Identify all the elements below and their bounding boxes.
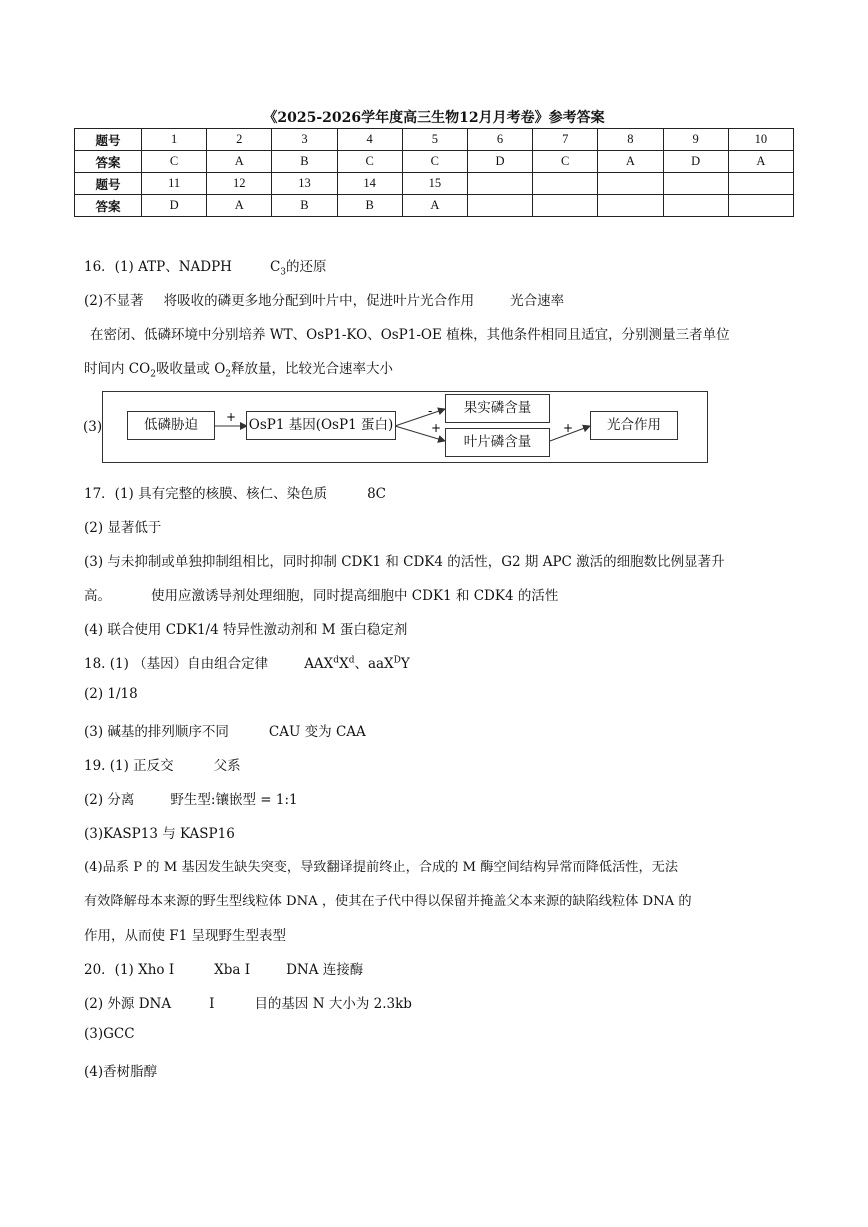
q20-line2 bbox=[84, 992, 412, 1012]
table-cell: 1 bbox=[142, 129, 207, 151]
gt-sup-3: D bbox=[393, 655, 401, 666]
box-osp1-gene: OsP1 基因(OsP1 蛋白) bbox=[246, 411, 396, 440]
page-title: 《2025-2026学年度高三生物12月月考卷》参考答案 bbox=[263, 110, 605, 126]
sign-2: - bbox=[428, 404, 433, 418]
q16-part2-a: (2)不显著 bbox=[84, 293, 144, 309]
q20-line4: (4)香树脂醇 bbox=[84, 1064, 158, 1080]
table-cell: 13 bbox=[272, 173, 337, 195]
q19-line3: (3)KASP13 与 KASP16 bbox=[84, 826, 235, 842]
q20-part1-b: Xba I bbox=[214, 962, 251, 978]
box-fruit-phosphorus: 果实磷含量 bbox=[445, 394, 550, 423]
co2-subscript: 2 bbox=[150, 369, 156, 380]
q20-part2-b: I bbox=[209, 996, 215, 1012]
q17-line5: (4) 联合使用 CDK1/4 特异性激动剂和 M 蛋白稳定剂 bbox=[84, 622, 408, 638]
co2-text: 时间内 CO bbox=[84, 361, 151, 377]
table-cell bbox=[533, 195, 598, 217]
table-cell: A bbox=[598, 151, 663, 173]
q17-line4 bbox=[84, 584, 558, 604]
table-cell: 7 bbox=[533, 129, 598, 151]
question-row-2 bbox=[75, 173, 794, 195]
table-cell: A bbox=[207, 195, 272, 217]
row-header: 答案 bbox=[75, 151, 142, 173]
gt-3: 、aaX bbox=[354, 656, 394, 672]
table-cell: C bbox=[142, 151, 207, 173]
table-cell bbox=[598, 195, 663, 217]
answer-table bbox=[74, 128, 794, 217]
table-cell: 4 bbox=[337, 129, 402, 151]
table-cell: D bbox=[467, 151, 532, 173]
table-cell: C bbox=[533, 151, 598, 173]
table-cell: 10 bbox=[728, 129, 793, 151]
table-cell bbox=[467, 173, 532, 195]
q17-part1-a: 17．(1) 具有完整的核膜、核仁、染色质 bbox=[84, 486, 328, 502]
q20-line1 bbox=[84, 958, 363, 978]
q18-part1-a: 18. (1) （基因）自由组合定律 bbox=[84, 656, 269, 672]
gt-1: AAX bbox=[304, 656, 334, 672]
table-cell: C bbox=[337, 151, 402, 173]
table-cell: A bbox=[207, 151, 272, 173]
q17-line3: (3) 与未抑制或单独抑制组相比，同时抑制 CDK1 和 CDK4 的活性，G2 期 APC 激活的细胞数比例显著升 bbox=[84, 554, 725, 570]
table-cell bbox=[533, 173, 598, 195]
q16-part2-b: 将吸收的磷更多地分配到叶片中，促进叶片光合作用 bbox=[163, 293, 475, 309]
q19-part1-b: 父系 bbox=[213, 758, 241, 774]
table-cell: 12 bbox=[207, 173, 272, 195]
table-cell: D bbox=[663, 151, 728, 173]
table-cell: B bbox=[337, 195, 402, 217]
q16-line3: 在密闭、低磷环境中分别培养 WT、OsP1-KO、OsP1-OE 植株，其他条件相同且适宜，分别测量三者单位 bbox=[90, 327, 730, 343]
table-cell: B bbox=[272, 195, 337, 217]
q18-genotypes bbox=[304, 656, 410, 672]
box-photosynthesis: 光合作用 bbox=[590, 411, 678, 440]
q20-part1-c: DNA 连接酶 bbox=[286, 962, 364, 978]
table-cell bbox=[728, 173, 793, 195]
table-cell: 6 bbox=[467, 129, 532, 151]
gt-sup-1: d bbox=[333, 655, 340, 666]
table-cell: 3 bbox=[272, 129, 337, 151]
q16-part3-label: (3) bbox=[83, 419, 103, 435]
q18-line2: (2) 1/18 bbox=[84, 686, 138, 702]
q19-part1-a: 19. (1) 正反交 bbox=[84, 758, 174, 774]
q20-part2-c: 目的基因 N 大小为 2.3kb bbox=[254, 996, 412, 1012]
q19-line5: 有效降解母本来源的野生型线粒体 DNA ，使其在子代中得以保留并掩盖父本来源的缺陷线粒体 DNA 的 bbox=[84, 894, 692, 909]
q20-line3: (3)GCC bbox=[84, 1026, 135, 1042]
table-cell: 14 bbox=[337, 173, 402, 195]
row-header: 题号 bbox=[75, 173, 142, 195]
q18-part3-b: CAU 变为 CAA bbox=[268, 724, 366, 740]
q16-line4 bbox=[84, 357, 393, 380]
q19-line6: 作用，从而使 F1 呈现野生型表型 bbox=[84, 928, 287, 944]
table-cell: 11 bbox=[142, 173, 207, 195]
gt-4: Y bbox=[400, 656, 410, 672]
q19-line4: (4)品系 P 的 M 基因发生缺失突变，导致翻译提前终止，合成的 M 酶空间结构异常而降低活性，无法 bbox=[84, 860, 679, 875]
q19-part2-a: (2) 分离 bbox=[84, 792, 135, 808]
table-cell: D bbox=[142, 195, 207, 217]
table-cell bbox=[663, 173, 728, 195]
table-cell bbox=[728, 195, 793, 217]
q19-line1 bbox=[84, 754, 241, 774]
gt-sup-2: d bbox=[348, 655, 355, 666]
row-header: 答案 bbox=[75, 195, 142, 217]
table-cell: 5 bbox=[402, 129, 467, 151]
table-cell: 2 bbox=[207, 129, 272, 151]
q16-line1 bbox=[84, 255, 327, 278]
sign-4: + bbox=[563, 421, 574, 435]
table-cell: 8 bbox=[598, 129, 663, 151]
box-leaf-phosphorus: 叶片磷含量 bbox=[445, 428, 550, 457]
q18-line1 bbox=[84, 652, 410, 672]
table-cell: C bbox=[402, 151, 467, 173]
q17-line2: (2) 显著低于 bbox=[84, 520, 162, 536]
q18-line3 bbox=[84, 720, 366, 740]
box-low-phosphorus-stress: 低磷胁迫 bbox=[127, 411, 215, 440]
table-cell bbox=[598, 173, 663, 195]
q20-part1-a: 20．(1) Xho I bbox=[84, 962, 175, 978]
q16-line4-end: 释放量，比较光合速率大小 bbox=[231, 361, 394, 377]
row-header: 题号 bbox=[75, 129, 142, 151]
table-cell bbox=[663, 195, 728, 217]
o2-subscript: 2 bbox=[225, 369, 232, 380]
c3-subscript: 3 bbox=[280, 267, 287, 278]
q20-part2-a: (2) 外源 DNA bbox=[84, 996, 172, 1012]
q18-part3-a: (3) 碱基的排列顺序不同 bbox=[84, 724, 229, 740]
q17-line4-a: 高。 bbox=[84, 588, 111, 604]
q16-c3 bbox=[269, 259, 327, 278]
c3-text: 的还原 bbox=[286, 259, 327, 275]
q19-line2 bbox=[84, 788, 298, 808]
gt-2: X bbox=[339, 656, 349, 672]
c3-letter: C bbox=[269, 259, 281, 275]
table-cell: 9 bbox=[663, 129, 728, 151]
q17-part1-b: 8C bbox=[367, 486, 387, 502]
q16-part1-answer: 16．(1) ATP、NADPH bbox=[84, 259, 232, 275]
table-cell: B bbox=[272, 151, 337, 173]
table-cell: 15 bbox=[402, 173, 467, 195]
answer-row-2 bbox=[75, 195, 794, 217]
q17-line4-b: 使用应激诱导剂处理细胞，同时提高细胞中 CDK1 和 CDK4 的活性 bbox=[151, 588, 559, 604]
o2-text: 吸收量或 O bbox=[155, 361, 226, 377]
table-cell: A bbox=[728, 151, 793, 173]
q16-line2 bbox=[84, 289, 564, 309]
sign-1: + bbox=[226, 410, 237, 424]
table-cell bbox=[467, 195, 532, 217]
q16-part2-c: 光合速率 bbox=[510, 293, 565, 309]
question-row-1 bbox=[75, 129, 794, 151]
q17-line1 bbox=[84, 482, 386, 502]
sign-3: + bbox=[431, 421, 442, 435]
table-cell: A bbox=[402, 195, 467, 217]
answer-row-1 bbox=[75, 151, 794, 173]
q19-part2-b: 野生型:镶嵌型 = 1:1 bbox=[170, 792, 298, 808]
